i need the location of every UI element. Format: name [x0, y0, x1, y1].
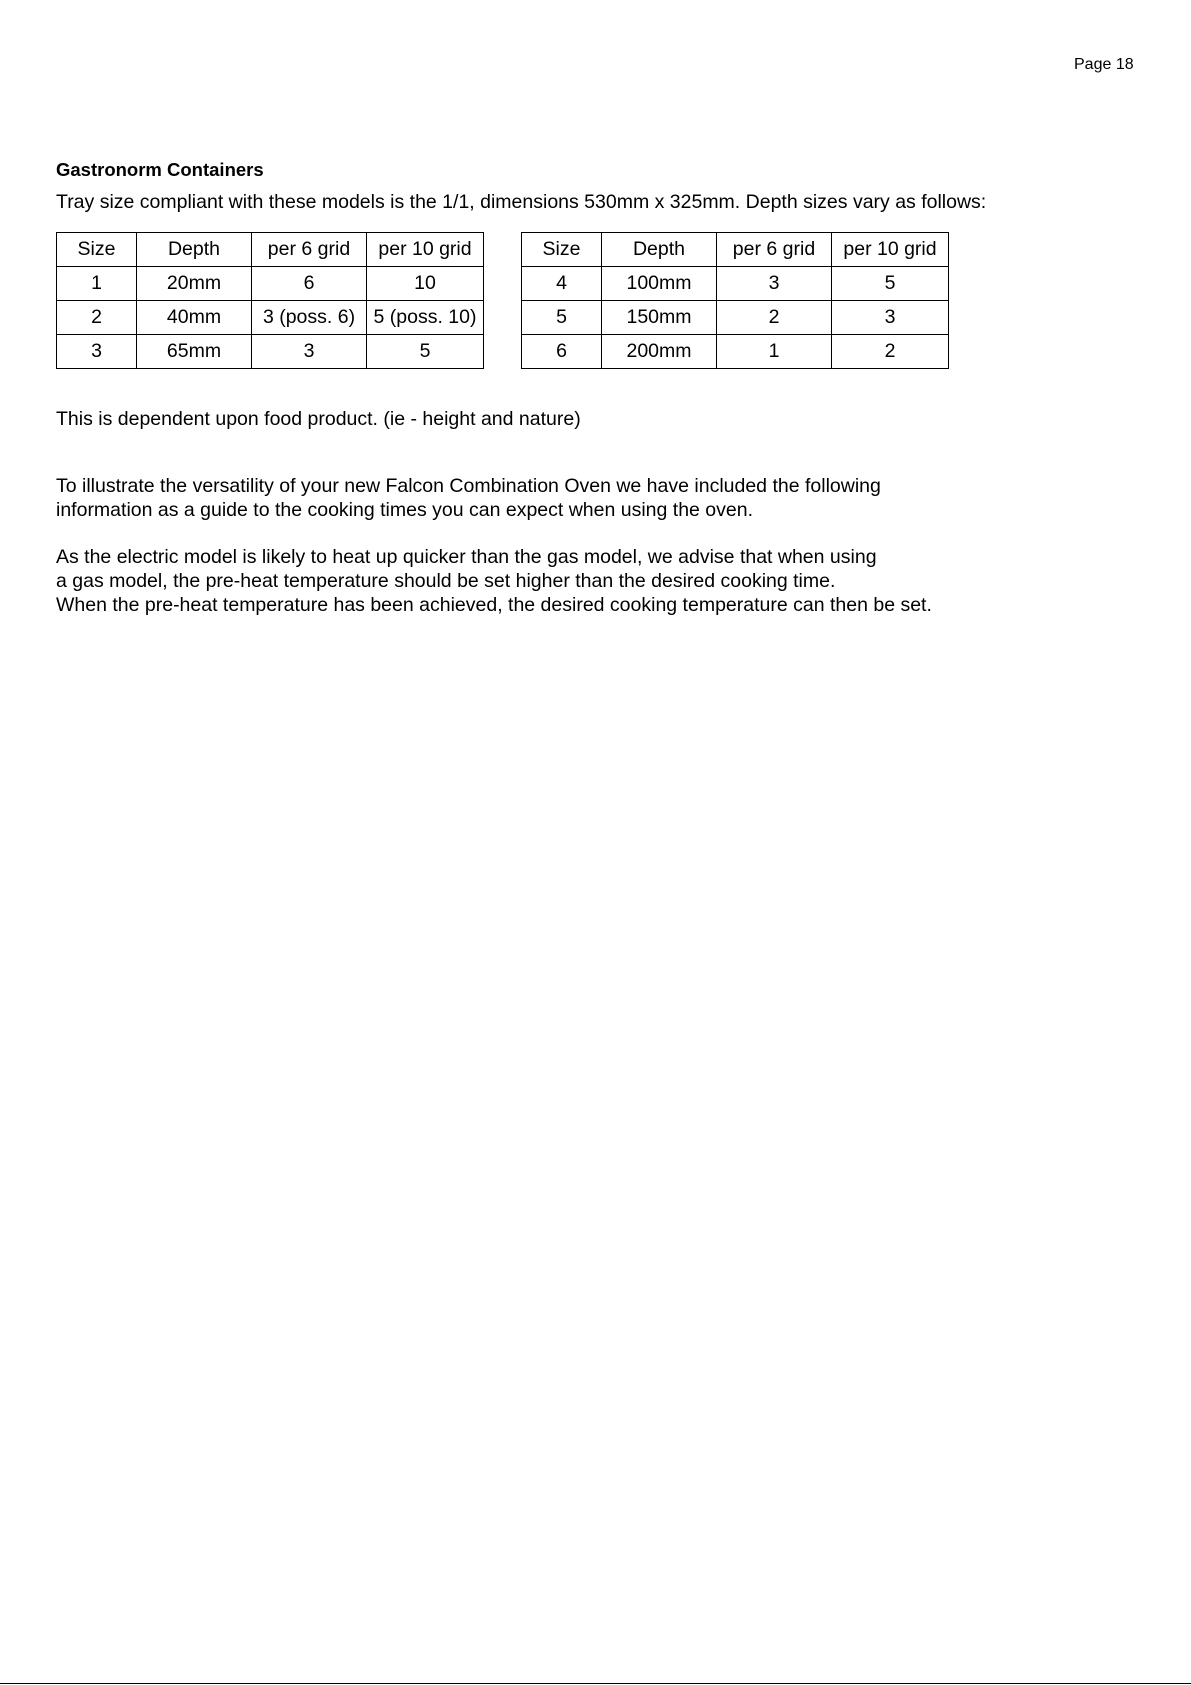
header-size: Size	[522, 233, 602, 267]
header-per-6-grid: per 6 grid	[717, 233, 832, 267]
cell-depth: 200mm	[602, 335, 717, 369]
cell-per-10-grid: 5	[832, 267, 949, 301]
table-row	[57, 335, 484, 369]
cell-per-6-grid: 2	[717, 301, 832, 335]
cell-size: 5	[522, 301, 602, 335]
cell-size: 1	[57, 267, 137, 301]
paragraph-line: As the electric model is likely to heat up quicker than the gas model, we advise that when using	[56, 546, 877, 568]
cell-per-10-grid: 10	[367, 267, 484, 301]
header-depth: Depth	[137, 233, 252, 267]
cell-size: 3	[57, 335, 137, 369]
cell-per-6-grid: 3	[717, 267, 832, 301]
cell-depth: 150mm	[602, 301, 717, 335]
header-per-10-grid: per 10 grid	[367, 233, 484, 267]
cell-depth: 65mm	[137, 335, 252, 369]
versatility-paragraph	[56, 474, 881, 522]
table-row	[57, 267, 484, 301]
cell-depth: 100mm	[602, 267, 717, 301]
section-title: Gastronorm Containers	[56, 159, 264, 180]
cell-depth: 40mm	[137, 301, 252, 335]
cell-per-10-grid: 3	[832, 301, 949, 335]
header-depth: Depth	[602, 233, 717, 267]
gastronorm-table-right	[521, 232, 949, 369]
table-row	[522, 335, 949, 369]
paragraph-line: information as a guide to the cooking times you can expect when using the oven.	[56, 499, 754, 521]
cell-size: 4	[522, 267, 602, 301]
table-header-row	[522, 233, 949, 267]
header-per-6-grid: per 6 grid	[252, 233, 367, 267]
page-number: Page 18	[1074, 56, 1134, 73]
cell-size: 6	[522, 335, 602, 369]
bottom-divider	[0, 1683, 1191, 1684]
table-row	[522, 267, 949, 301]
table-row	[522, 301, 949, 335]
header-per-10-grid: per 10 grid	[832, 233, 949, 267]
cell-per-6-grid: 6	[252, 267, 367, 301]
cell-depth: 20mm	[137, 267, 252, 301]
cell-per-10-grid: 5 (poss. 10)	[367, 301, 484, 335]
dependency-note: This is dependent upon food product. (ie - height and nature)	[56, 408, 581, 430]
cell-per-6-grid: 1	[717, 335, 832, 369]
header-size: Size	[57, 233, 137, 267]
cell-per-10-grid: 5	[367, 335, 484, 369]
paragraph-line: a gas model, the pre-heat temperature should be set higher than the desired cooking time.	[56, 570, 836, 592]
cell-per-6-grid: 3 (poss. 6)	[252, 301, 367, 335]
cell-per-6-grid: 3	[252, 335, 367, 369]
cell-per-10-grid: 2	[832, 335, 949, 369]
preheat-paragraph	[56, 545, 932, 617]
intro-text: Tray size compliant with these models is the 1/1, dimensions 530mm x 325mm. Depth sizes vary as follows:	[56, 191, 987, 213]
paragraph-line: To illustrate the versatility of your new Falcon Combination Oven we have included the following	[56, 475, 881, 497]
table-row	[57, 301, 484, 335]
table-header-row	[57, 233, 484, 267]
gastronorm-table-left	[56, 232, 484, 369]
paragraph-line: When the pre-heat temperature has been achieved, the desired cooking temperature can then be set.	[56, 594, 932, 616]
cell-size: 2	[57, 301, 137, 335]
